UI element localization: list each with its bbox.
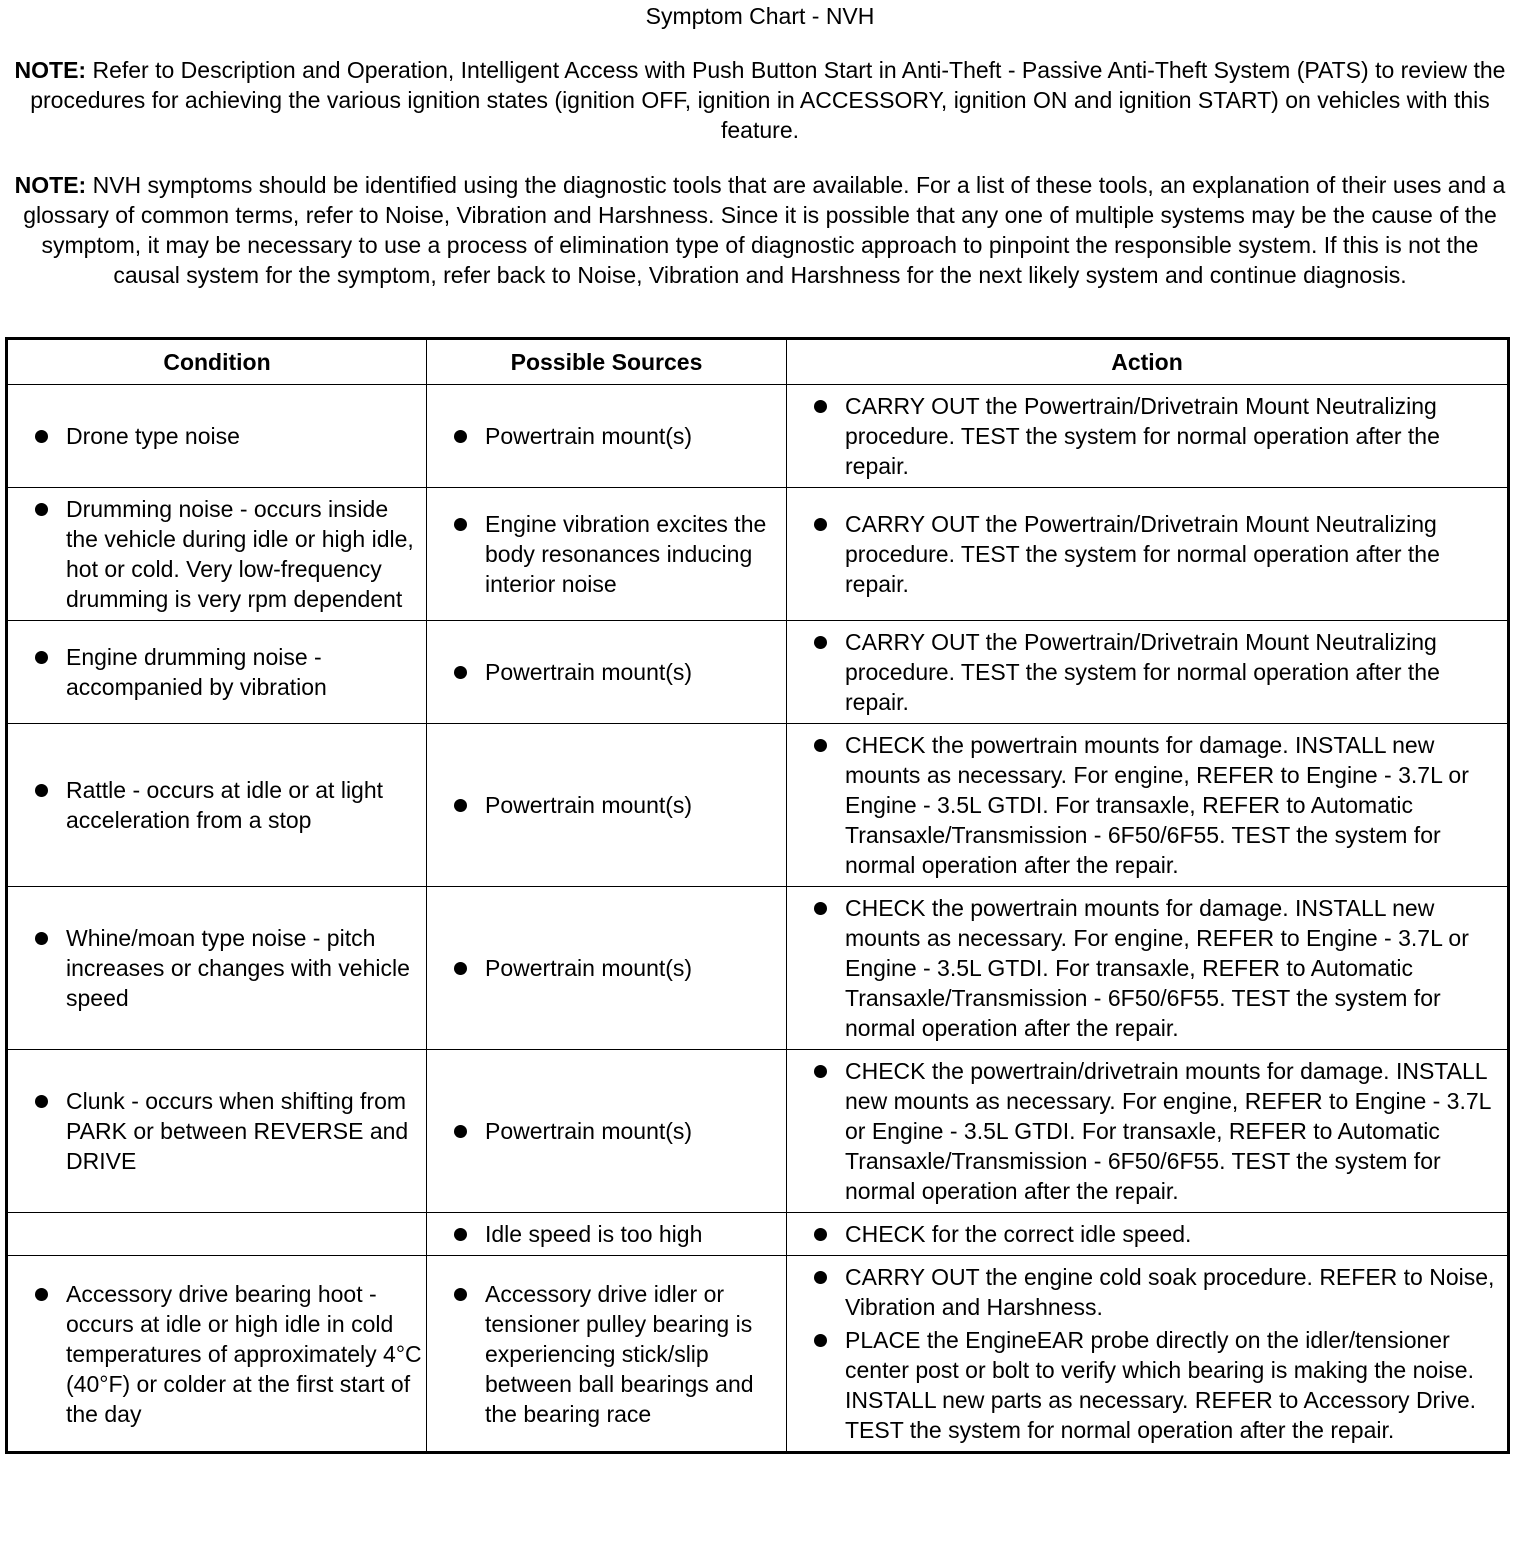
note-label: NOTE:	[14, 57, 87, 83]
header-action: Action	[787, 339, 1509, 385]
action-cell	[787, 887, 1509, 1050]
bullet-list	[8, 642, 422, 702]
bullet-list	[787, 893, 1503, 1043]
bullet-list	[427, 953, 782, 983]
condition-cell	[7, 385, 427, 488]
possible-sources-cell	[427, 724, 787, 887]
bullet-list	[787, 509, 1503, 599]
bullet-item: CARRY OUT the engine cold soak procedure. REFER to Noise, Vibration and Harshness.	[787, 1262, 1503, 1322]
table-row	[7, 1256, 1509, 1453]
bullet-list	[427, 421, 782, 451]
bullet-item: CARRY OUT the Powertrain/Drivetrain Mount Neutralizing procedure. TEST the system for normal operation after the repair.	[787, 391, 1503, 481]
bullet-item: Clunk - occurs when shifting from PARK or between REVERSE and DRIVE	[8, 1086, 422, 1176]
table-row	[7, 1050, 1509, 1213]
bullet-item: CARRY OUT the Powertrain/Drivetrain Mount Neutralizing procedure. TEST the system for normal operation after the repair.	[787, 627, 1503, 717]
condition-cell	[7, 488, 427, 621]
bullet-item: PLACE the EngineEAR probe directly on the idler/tensioner center post or bolt to verify which bearing is making the noise. INSTALL new parts as necessary. REFER to Accessory Drive. TEST the system for normal operation after the repair.	[787, 1325, 1503, 1445]
possible-sources-cell	[427, 385, 787, 488]
possible-sources-cell	[427, 1050, 787, 1213]
possible-sources-cell	[427, 621, 787, 724]
bullet-list	[427, 657, 782, 687]
bullet-item: Idle speed is too high	[427, 1219, 782, 1249]
bullet-item: CHECK the powertrain mounts for damage. INSTALL new mounts as necessary. For engine, REFER to Engine - 3.7L or Engine - 3.5L GTDI. For transaxle, REFER to Automatic Transaxle/Transmission - 6F50/6F55. TEST the system for normal operation after the repair.	[787, 730, 1503, 880]
bullet-list	[8, 923, 422, 1013]
action-cell	[787, 1050, 1509, 1213]
bullet-list	[8, 775, 422, 835]
bullet-item: CHECK the powertrain mounts for damage. INSTALL new mounts as necessary. For engine, REFER to Engine - 3.7L or Engine - 3.5L GTDI. For transaxle, REFER to Automatic Transaxle/Transmission - 6F50/6F55. TEST the system for normal operation after the repair.	[787, 893, 1503, 1043]
bullet-list	[8, 1279, 422, 1429]
action-cell	[787, 488, 1509, 621]
bullet-list	[427, 1116, 782, 1146]
note-text: NVH symptoms should be identified using the diagnostic tools that are available. For a list of these tools, an explanation of their uses and a glossary of common terms, refer to Noise, Vibration and Harshness. Since it is possible that any one of multiple systems may be the cause of the symptom, it may be necessary to use a process of elimination type of diagnostic approach to pinpoint the responsible system. If this is not the causal system for the symptom, refer back to Noise, Vibration and Harshness for the next likely system and continue diagnosis.	[23, 172, 1506, 288]
bullet-item: Accessory drive idler or tensioner pulley bearing is experiencing stick/slip between ball bearings and the bearing race	[427, 1279, 782, 1429]
action-cell	[787, 621, 1509, 724]
bullet-item: Powertrain mount(s)	[427, 1116, 782, 1146]
bullet-list	[8, 1086, 422, 1176]
possible-sources-cell	[427, 887, 787, 1050]
bullet-item: Powertrain mount(s)	[427, 657, 782, 687]
bullet-list	[8, 421, 422, 451]
bullet-item: Powertrain mount(s)	[427, 953, 782, 983]
note-nvh-diagnosis	[6, 170, 1514, 290]
note-ignition-states	[6, 55, 1514, 145]
table-row	[7, 887, 1509, 1050]
table-row	[7, 621, 1509, 724]
bullet-item: Powertrain mount(s)	[427, 790, 782, 820]
bullet-list	[8, 494, 422, 614]
bullet-list	[787, 730, 1503, 880]
bullet-item: CARRY OUT the Powertrain/Drivetrain Mount Neutralizing procedure. TEST the system for normal operation after the repair.	[787, 509, 1503, 599]
header-condition: Condition	[7, 339, 427, 385]
condition-cell	[7, 887, 427, 1050]
bullet-list	[427, 1219, 782, 1249]
action-cell	[787, 1256, 1509, 1453]
bullet-list	[787, 627, 1503, 717]
possible-sources-cell	[427, 488, 787, 621]
condition-cell	[7, 1213, 427, 1256]
condition-cell	[7, 1256, 427, 1453]
bullet-list	[787, 1262, 1503, 1445]
bullet-item: Engine vibration excites the body resonances inducing interior noise	[427, 509, 782, 599]
table-row	[7, 488, 1509, 621]
bullet-item: Whine/moan type noise - pitch increases or changes with vehicle speed	[8, 923, 422, 1013]
bullet-list	[427, 509, 782, 599]
condition-cell	[7, 1050, 427, 1213]
action-cell	[787, 724, 1509, 887]
action-cell	[787, 1213, 1509, 1256]
bullet-item: Drone type noise	[8, 421, 422, 451]
header-possible-sources: Possible Sources	[427, 339, 787, 385]
bullet-item: CHECK the powertrain/drivetrain mounts for damage. INSTALL new mounts as necessary. For engine, REFER to Engine - 3.7L or Engine - 3.5L GTDI. For transaxle, REFER to Automatic Transaxle/Transmission - 6F50/6F55. TEST the system for normal operation after the repair.	[787, 1056, 1503, 1206]
bullet-list	[427, 790, 782, 820]
condition-cell	[7, 724, 427, 887]
bullet-item: Accessory drive bearing hoot - occurs at idle or high idle in cold temperatures of approximately 4°C (40°F) or colder at the first start of the day	[8, 1279, 422, 1429]
table-row	[7, 385, 1509, 488]
condition-cell	[7, 621, 427, 724]
bullet-list	[787, 1219, 1503, 1249]
possible-sources-cell	[427, 1213, 787, 1256]
bullet-item: Drumming noise - occurs inside the vehicle during idle or high idle, hot or cold. Very low-frequency drumming is very rpm dependent	[8, 494, 422, 614]
bullet-item: Rattle - occurs at idle or at light acceleration from a stop	[8, 775, 422, 835]
symptom-chart-table	[5, 337, 1510, 1454]
table-row	[7, 724, 1509, 887]
note-label: NOTE:	[14, 172, 87, 198]
table-row	[7, 1213, 1509, 1256]
note-text: Refer to Description and Operation, Intelligent Access with Push Button Start in Anti-Theft - Passive Anti-Theft System (PATS) to review the procedures for achieving the various ignition states (ignition OFF, ignition in ACCESSORY, ignition ON and ignition START) on vehicles with this feature.	[30, 57, 1506, 143]
bullet-item: CHECK for the correct idle speed.	[787, 1219, 1503, 1249]
page-title: Symptom Chart - NVH	[645, 3, 875, 29]
bullet-list	[427, 1279, 782, 1429]
bullet-item: Powertrain mount(s)	[427, 421, 782, 451]
table-header-row	[7, 339, 1509, 385]
bullet-item: Engine drumming noise - accompanied by vibration	[8, 642, 422, 702]
bullet-list	[787, 391, 1503, 481]
possible-sources-cell	[427, 1256, 787, 1453]
action-cell	[787, 385, 1509, 488]
bullet-list	[787, 1056, 1503, 1206]
